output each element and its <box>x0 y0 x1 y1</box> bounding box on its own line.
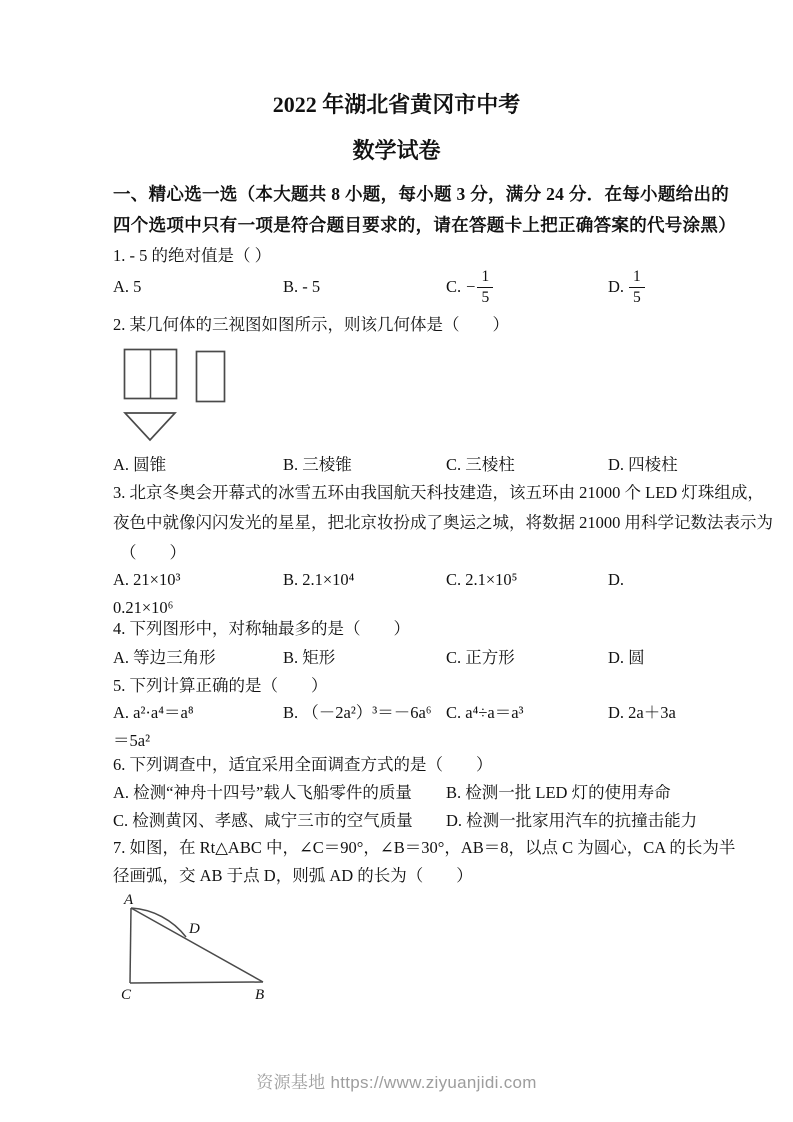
side-ab <box>131 908 263 982</box>
vertex-label-b: B <box>255 987 265 1003</box>
question-5-stem: 5. 下列计算正确的是（ ） <box>113 676 328 695</box>
q1-option-c <box>446 268 608 307</box>
side-view-rectangle <box>197 352 225 402</box>
option-label: D. <box>608 277 625 296</box>
question-3-options <box>113 569 753 591</box>
q6-option-a: A. 检测“神舟十四号”载人飞船零件的质量 <box>113 783 412 802</box>
vertex-label-a: A <box>124 892 134 908</box>
q2-option-c: C. 三棱柱 <box>446 455 515 474</box>
top-view-triangle <box>125 413 175 440</box>
option-label: C. <box>446 277 462 296</box>
question-7-stem-line1: 7. 如图，在 Rt△ABC 中，∠C＝90°，∠B＝30°，AB＝8，以点 C 为圆心，CA 的长为半 <box>113 838 736 857</box>
q4-option-c: C. 正方形 <box>446 648 515 667</box>
q3-option-b: B. 2.1×10⁴ <box>283 570 355 589</box>
question-6-options-row2 <box>113 810 753 832</box>
q1-option-d <box>608 268 753 307</box>
question-3-answer-blank: （ ） <box>120 543 186 562</box>
section-one-header-line2: 四个选项中只有一项是符合题目要求的，请在答题卡上把正确答案的代号涂黑） <box>113 215 736 235</box>
exam-title-line2: 数学试卷 <box>352 138 441 163</box>
footer-watermark <box>0 1068 793 1093</box>
q2-option-d: D. 四棱柱 <box>608 455 678 474</box>
fraction <box>477 268 493 307</box>
question-6-stem: 6. 下列调查中，适宜采用全面调查方式的是（ ） <box>113 755 493 774</box>
question-1-options <box>113 264 753 310</box>
q2-option-a: A. 圆锥 <box>113 455 167 474</box>
three-view-drawing <box>113 345 283 445</box>
q6-option-c: C. 检测黄冈、孝感、咸宁三市的空气质量 <box>113 811 413 830</box>
fraction-numerator: 1 <box>477 268 493 288</box>
question-4-stem: 4. 下列图形中，对称轴最多的是（ ） <box>113 619 410 638</box>
side-cb <box>130 982 263 983</box>
question-7-figure <box>113 892 313 1010</box>
fraction-denominator: 5 <box>481 288 490 306</box>
q5-option-c: C. a⁴÷a＝a³ <box>446 703 524 722</box>
q1-option-b: B. - 5 <box>283 277 321 296</box>
q5-option-a: A. a²·a⁴＝a⁸ <box>113 703 194 722</box>
side-ca <box>130 908 131 983</box>
q5-option-d-continuation: ＝5a² <box>113 731 151 750</box>
question-5-options <box>113 702 753 724</box>
q2-option-b: B. 三棱锥 <box>283 455 352 474</box>
q3-option-c: C. 2.1×10⁵ <box>446 570 518 589</box>
q4-option-d: D. 圆 <box>608 648 645 667</box>
q5-option-d: D. 2a＋3a <box>608 703 676 722</box>
fraction-denominator: 5 <box>633 288 641 306</box>
q3-option-a: A. 21×10³ <box>113 570 181 589</box>
section-one-header-line1: 一、精心选一选（本大题共 8 小题，每小题 3 分，满分 24 分．在每小题给出的 <box>113 184 730 204</box>
footer-site-link[interactable]: 资源基地 https://www.ziyuanjidi.com <box>256 1073 537 1092</box>
q1-option-a: A. 5 <box>113 277 142 296</box>
q3-option-d-continuation: 0.21×10⁶ <box>113 598 174 617</box>
q3-option-d: D. <box>608 570 625 589</box>
q5-option-b: B. （－2a²）³＝－6a⁶ <box>283 703 432 722</box>
question-6-options-row1 <box>113 782 753 804</box>
question-3-stem-line2: 夜色中就像闪闪发光的星星，把北京妆扮成了奥运之城，将数据 21000 用科学记数法表示为 <box>113 513 773 532</box>
q4-option-a: A. 等边三角形 <box>113 648 216 667</box>
question-3-stem-line1: 3. 北京冬奥会开幕式的冰雪五环由我国航天科技建造，该五环由 21000 个 LED 灯珠组成， <box>113 483 764 502</box>
q6-option-b: B. 检测一批 LED 灯的使用寿命 <box>446 783 671 802</box>
right-triangle-drawing <box>113 892 313 1010</box>
question-2-options <box>113 454 753 476</box>
question-1-stem: 1. - 5 的绝对值是（ ） <box>113 246 272 265</box>
question-2-figure <box>113 345 283 445</box>
minus-sign: − <box>466 277 476 296</box>
q4-option-b: B. 矩形 <box>283 648 336 667</box>
question-2-stem: 2. 某几何体的三视图如图所示，则该几何体是（ ） <box>113 315 509 334</box>
q6-option-d: D. 检测一批家用汽车的抗撞击能力 <box>446 811 698 830</box>
vertex-label-c: C <box>121 987 132 1003</box>
question-7-stem-line2: 径画弧，交 AB 于点 D，则弧 AD 的长为（ ） <box>113 866 473 885</box>
exam-title-line1: 2022 年湖北省黄冈市中考 <box>272 92 521 117</box>
fraction <box>629 268 645 307</box>
fraction-numerator: 1 <box>629 268 645 288</box>
question-4-options <box>113 647 753 669</box>
point-label-d: D <box>189 921 200 937</box>
